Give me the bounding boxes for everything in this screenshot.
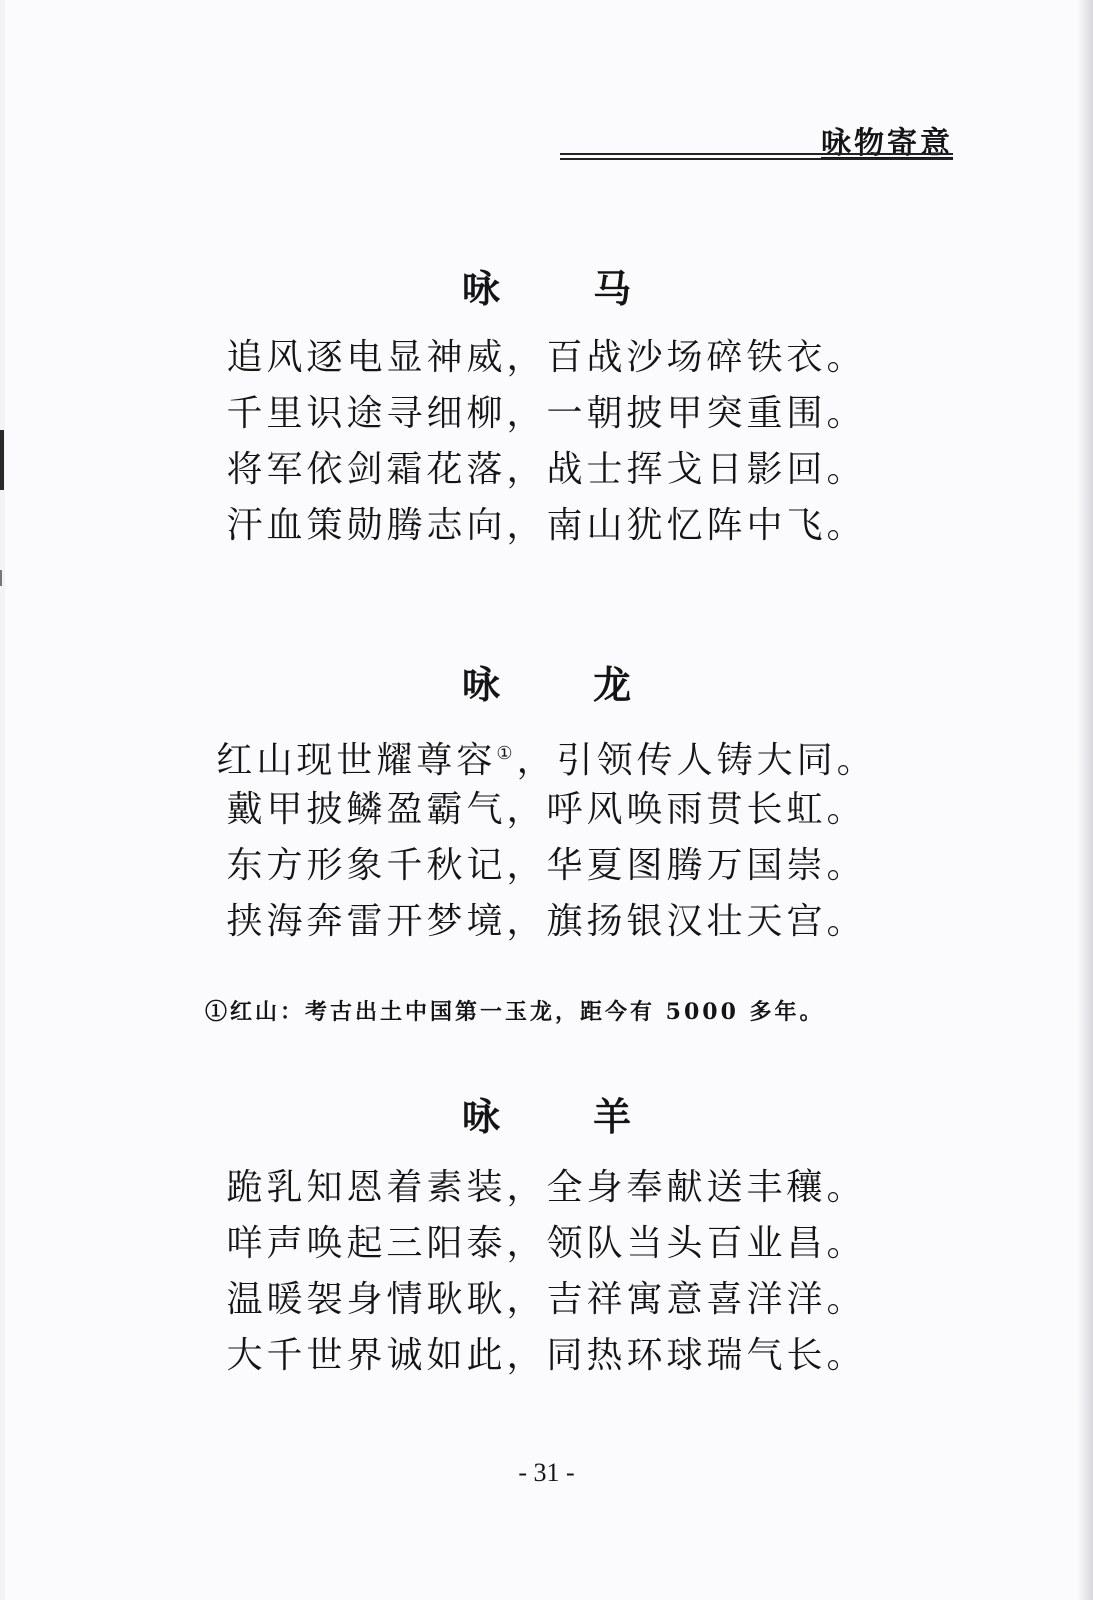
poem-body	[0, 330, 1093, 554]
poem-title: 咏 羊	[461, 1094, 672, 1139]
header-rule	[560, 153, 953, 160]
scan-edge-mark	[0, 570, 2, 586]
poem-line: 千里识途寻细柳，一朝披甲突重围。	[226, 393, 867, 434]
footnote-marker: ①	[496, 743, 517, 764]
poem-line: 大千世界诚如此，同热环球瑞气长。	[226, 1335, 867, 1376]
poem-line: 汗血策勋腾志向，南山犹忆阵中飞。	[226, 505, 867, 546]
poem-line: 将军依剑霜花落，战士挥戈日影回。	[226, 449, 867, 490]
poem-line: 追风逐电显神威，百战沙场碎铁衣。	[226, 337, 867, 378]
poem-line-end: ，引领传人铸大同。	[516, 740, 877, 781]
poem-body	[0, 1160, 1093, 1384]
poem-line: 跪乳知恩着素装，全身奉献送丰穰。	[226, 1167, 867, 1208]
poem-title: 咏 龙	[461, 662, 672, 707]
poem-line: 戴甲披鳞盈霸气，呼风唤雨贯长虹。	[226, 789, 867, 830]
poem-line	[0, 726, 1093, 782]
section-title: 咏物寄意	[821, 126, 953, 161]
poem-body	[0, 726, 1093, 950]
poem-line: 咩声唤起三阳泰，领队当头百业昌。	[226, 1223, 867, 1264]
footnote: ①红山：考古出土中国第一玉龙，距今有 5000 多年。	[205, 999, 825, 1025]
poem-line: 挟海奔雷开梦境，旗扬银汉壮天宫。	[226, 901, 867, 942]
poem-line: 温暖袈身情耿耿，吉祥寓意喜洋洋。	[226, 1279, 867, 1320]
poem-title: 咏 马	[461, 266, 672, 311]
poem-line: 东方形象千秋记，华夏图腾万国崇。	[226, 845, 867, 886]
poem-line-start: 红山现世耀尊容	[216, 740, 497, 781]
page-number: - 31 -	[518, 1458, 575, 1487]
